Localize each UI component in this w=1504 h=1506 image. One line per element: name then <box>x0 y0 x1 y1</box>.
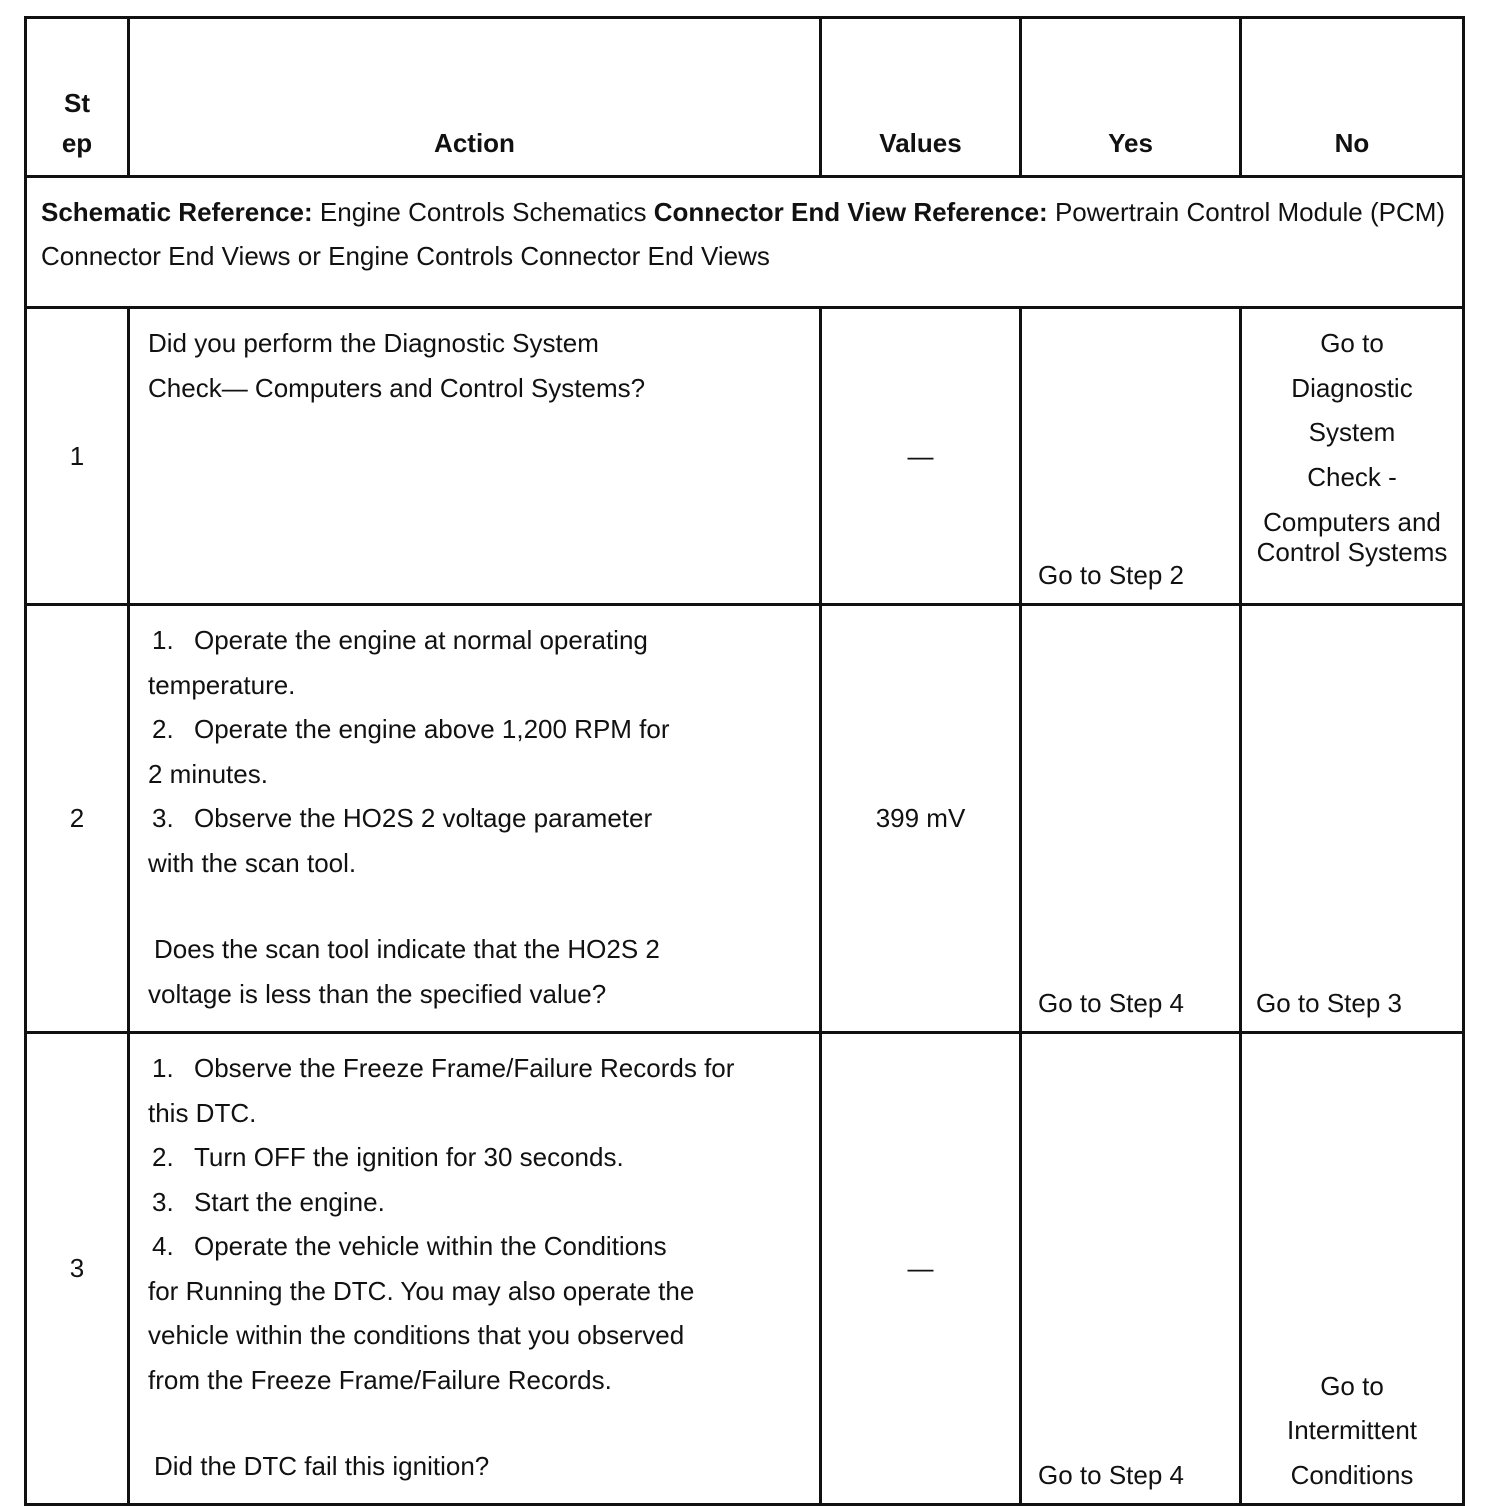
action-line: temperature. <box>148 669 296 700</box>
no-line: Go to <box>1320 1370 1384 1401</box>
connector-reference-label: Connector End View Reference: <box>653 197 1048 227</box>
action-cell <box>129 1033 821 1505</box>
diagnostic-table <box>24 16 1465 1506</box>
header-values: Values <box>821 18 1021 177</box>
no-cell: Go to Step 3 <box>1241 605 1464 1033</box>
action-line: with the scan tool. <box>148 847 357 878</box>
header-action: Action <box>129 18 821 177</box>
header-step <box>26 18 129 177</box>
header-no: No <box>1241 18 1464 177</box>
no-cell <box>1241 308 1464 605</box>
action-line: vehicle within the conditions that you observed <box>148 1320 685 1350</box>
no-line: Conditions <box>1290 1459 1414 1490</box>
no-line: Control Systems <box>1256 537 1448 567</box>
schematic-reference-text: Engine Controls Schematics <box>319 197 647 227</box>
question-line: Did the DTC fail this ignition? <box>154 1451 490 1481</box>
no-cell <box>1241 1033 1464 1505</box>
value-cell: 399 mV <box>821 605 1021 1033</box>
step-number: 3 <box>26 1033 129 1505</box>
yes-cell: Go to Step 4 <box>1021 605 1241 1033</box>
action-substep: 1. Operate the engine at normal operating <box>152 625 648 655</box>
reference-cell <box>26 177 1464 308</box>
no-line: Check - <box>1307 461 1397 492</box>
schematic-reference-label: Schematic Reference: <box>41 197 313 227</box>
question-line: Does the scan tool indicate that the HO2S 2 <box>154 934 660 964</box>
connector-reference-text: Powertrain Control Module (PCM) Connector End Views or Engine Controls Connector End Views <box>41 197 1446 271</box>
action-substep: 3. Start the engine. <box>152 1186 385 1217</box>
action-substep: 4. Operate the vehicle within the Conditions <box>152 1231 667 1261</box>
action-line: this DTC. <box>148 1097 257 1128</box>
no-line: Intermittent <box>1286 1415 1418 1445</box>
yes-cell: Go to Step 2 <box>1021 308 1241 605</box>
no-line: Computers and <box>1263 507 1441 537</box>
yes-cell: Go to Step 4 <box>1021 1033 1241 1505</box>
action-line: for Running the DTC. You may also operate the <box>148 1275 695 1306</box>
no-line: Go to <box>1320 328 1384 358</box>
action-substep: 2. Operate the engine above 1,200 RPM for <box>152 714 670 744</box>
action-line: Did you perform the Diagnostic System <box>148 328 599 358</box>
table-row <box>26 1033 1464 1505</box>
action-cell <box>129 605 821 1033</box>
step-number: 2 <box>26 605 129 1033</box>
header-row <box>26 18 1464 177</box>
action-substep: 2. Turn OFF the ignition for 30 seconds. <box>152 1142 624 1172</box>
header-yes: Yes <box>1021 18 1241 177</box>
step-number: 1 <box>26 308 129 605</box>
no-line: Diagnostic <box>1291 372 1413 403</box>
question-line: voltage is less than the specified value? <box>148 978 607 1009</box>
header-step-text: St ep <box>61 88 93 158</box>
table-row <box>26 605 1464 1033</box>
reference-row <box>26 177 1464 308</box>
action-line: 2 minutes. <box>148 758 268 789</box>
value-cell: — <box>821 1033 1021 1505</box>
table-row <box>26 308 1464 605</box>
no-line: System <box>1308 417 1396 447</box>
action-substep: 3. Observe the HO2S 2 voltage parameter <box>152 803 653 833</box>
action-line: from the Freeze Frame/Failure Records. <box>148 1364 612 1395</box>
action-line: Check— Computers and Control Systems? <box>148 372 646 403</box>
action-cell <box>129 308 821 605</box>
value-cell: — <box>821 308 1021 605</box>
action-substep: 1. Observe the Freeze Frame/Failure Records for <box>152 1053 735 1083</box>
